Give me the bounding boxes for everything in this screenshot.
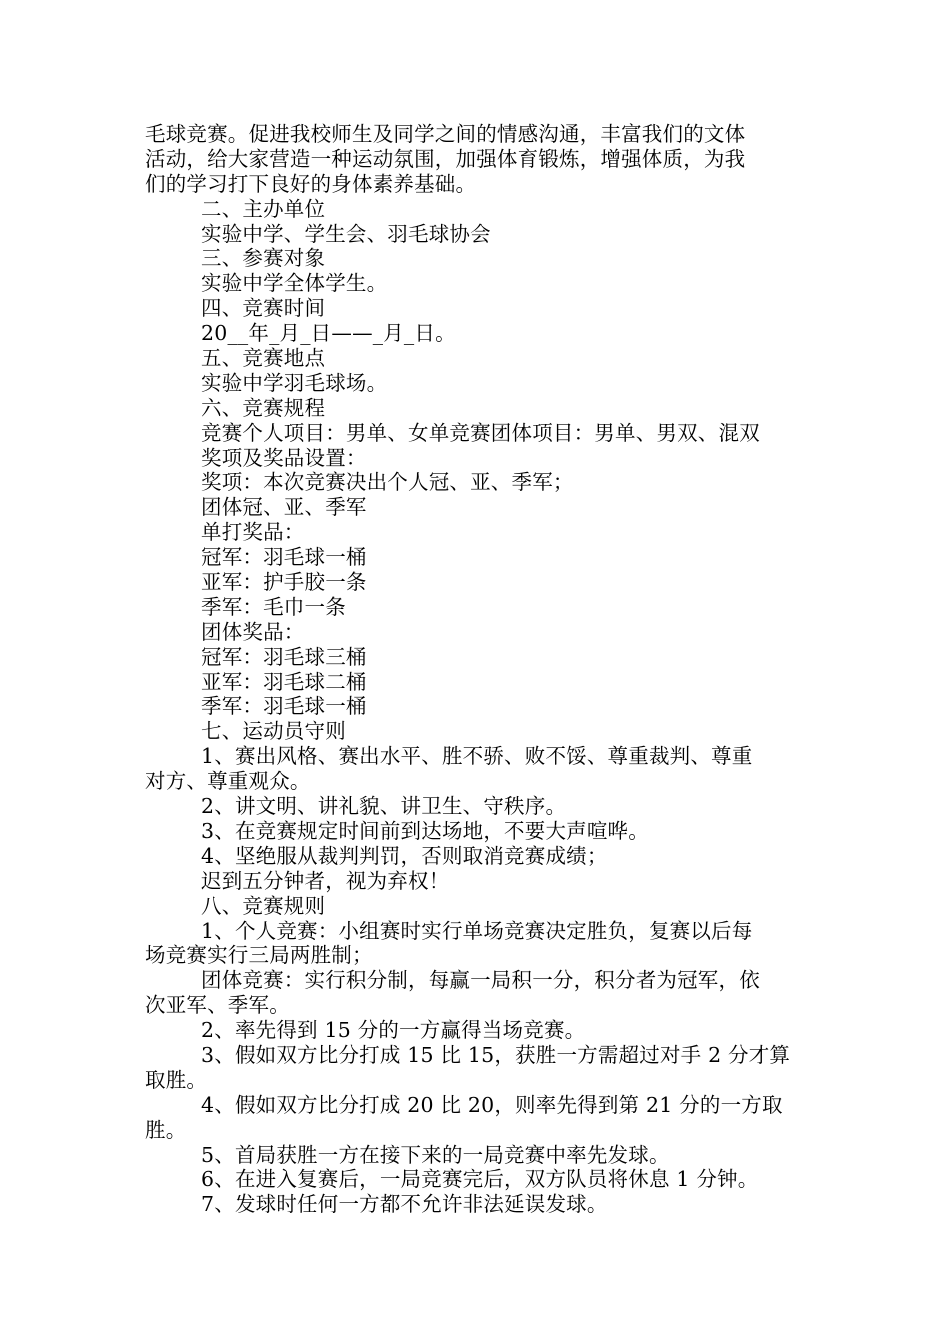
text-line: 们的学习打下良好的身体素养基础。 bbox=[145, 171, 477, 196]
text-line: 2、率先得到 15 分的一方赢得当场竞赛。 bbox=[201, 1018, 586, 1043]
text-line: 6、在进入复赛后，一局竞赛完后，双方队员将休息 1 分钟。 bbox=[201, 1167, 759, 1192]
text-line: 3、假如双方比分打成 15 比 15，获胜一方需超过对手 2 分才算 bbox=[201, 1042, 791, 1067]
text-line: 对方、尊重观众。 bbox=[145, 769, 311, 794]
text-line: 团体奖品： bbox=[201, 619, 305, 644]
text-line: 五、竞赛地点 bbox=[201, 346, 326, 371]
text-line: 冠军：羽毛球三桶 bbox=[201, 644, 367, 669]
text-line: 场竞赛实行三局两胜制； bbox=[145, 943, 373, 968]
document-body bbox=[145, 122, 807, 1217]
text-line: 八、竞赛规则 bbox=[201, 893, 326, 918]
text-line: 奖项：本次竞赛决出个人冠、亚、季军； bbox=[201, 470, 574, 495]
text-line: 1、赛出风格、赛出水平、胜不骄、败不馁、尊重裁判、尊重 bbox=[201, 744, 753, 769]
text-line: 七、运动员守则 bbox=[201, 719, 346, 744]
text-line: 季军：羽毛球一桶 bbox=[201, 694, 367, 719]
text-line: 竞赛个人项目：男单、女单竞赛团体项目：男单、男双、混双 bbox=[201, 420, 760, 445]
text-line: 三、参赛对象 bbox=[201, 246, 326, 271]
text-line: 单打奖品： bbox=[201, 520, 305, 545]
text-line: 六、竞赛规程 bbox=[201, 395, 326, 420]
text-line: 团体竞赛：实行积分制，每赢一局积一分，积分者为冠军，依 bbox=[201, 968, 760, 993]
text-line: 实验中学、学生会、羽毛球协会 bbox=[201, 221, 491, 246]
text-line: 1、个人竞赛：小组赛时实行单场竞赛决定胜负，复赛以后每 bbox=[201, 918, 753, 943]
text-line: 4、假如双方比分打成 20 比 20，则率先得到第 21 分的一方取 bbox=[201, 1092, 783, 1117]
text-line: 团体冠、亚、季军 bbox=[201, 495, 367, 520]
text-line: 季军：毛巾一条 bbox=[201, 594, 346, 619]
text-line: 二、主办单位 bbox=[201, 196, 326, 221]
text-line: 亚军：护手胶一条 bbox=[201, 570, 367, 595]
text-line: 四、竞赛时间 bbox=[201, 296, 326, 321]
text-line: 毛球竞赛。促进我校师生及同学之间的情感沟通，丰富我们的文体 bbox=[145, 122, 746, 146]
text-line: 7、发球时任何一方都不允许非法延误发球。 bbox=[201, 1192, 608, 1217]
text-line: 冠军：羽毛球一桶 bbox=[201, 545, 367, 570]
text-line: 实验中学羽毛球场。 bbox=[201, 370, 388, 395]
text-line: 3、在竞赛规定时间前到达场地，不要大声喧哗。 bbox=[201, 818, 649, 843]
text-line: 亚军：羽毛球二桶 bbox=[201, 669, 367, 694]
text-line: 4、坚绝服从裁判判罚，否则取消竞赛成绩； bbox=[201, 843, 608, 868]
text-line: 迟到五分钟者，视为弃权！ bbox=[201, 868, 450, 893]
text-line: 实验中学全体学生。 bbox=[201, 271, 388, 296]
text-line: 2、讲文明、讲礼貌、讲卫生、守秩序。 bbox=[201, 794, 567, 819]
text-line: 活动，给大家营造一种运动氛围，加强体育锻炼，增强体质，为我 bbox=[145, 146, 746, 171]
text-line: 次亚军、季军。 bbox=[145, 993, 290, 1018]
text-line: 奖项及奖品设置： bbox=[201, 445, 367, 470]
text-line: 取胜。 bbox=[145, 1067, 208, 1092]
text-line: 胜。 bbox=[145, 1117, 187, 1142]
text-line: 20__年_月_日——_月_日。 bbox=[201, 321, 456, 346]
text-line: 5、首局获胜一方在接下来的一局竞赛中率先发球。 bbox=[201, 1142, 670, 1167]
